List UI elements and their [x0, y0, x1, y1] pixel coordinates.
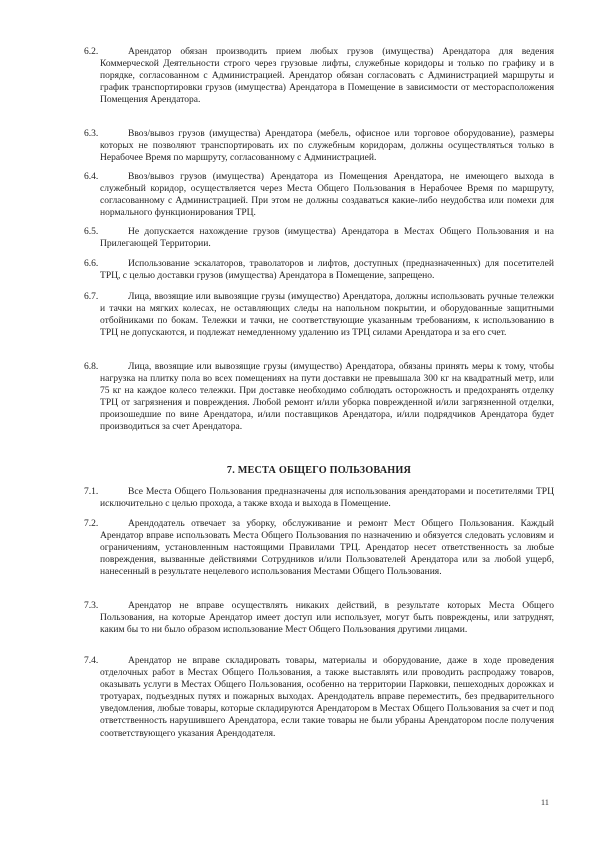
- clause-number: 6.7.: [84, 291, 99, 302]
- clause-text: Арендодатель отвечает за уборку, обслуживание и ремонт Мест Общего Пользования. Каждый Арендатор вправе использовать Места Общего Пользования по назначению и обязуется следовать условиям и ограничениям, установленным настоящими Правилами ТРЦ. Арендатор несет ответственность за любые повреждения, вызванные действиями Сотрудников и/или Пользователей Арендатора или за любой ущерб, нанесенный в результате нецелевого использования Местами Общего Пользования.: [100, 518, 554, 578]
- clause-number: 6.5.: [84, 226, 99, 237]
- clause-6-5: [84, 226, 554, 250]
- clause-6-8: [84, 361, 554, 434]
- clause-text: Арендатор не вправе складировать товары, материалы и оборудование, даже в ходе проведения отделочных работ в Местах Общего Пользования, а также выставлять или проводить распродажу товаров, оказывать услуги в Местах Общего Пользования, особенно на территории Парковки, пешеходных дорожках и тротуарах, подъездных путях и пожарных выходах. Арендодатель вправе переместить, без предварительного уведомления, любые товары, которые складируются Арендатором в Местах Общего Пользования за счет и под ответственность нарушившего Арендатора, если такие товары не были убраны Арендатором после получения соответствующего указания Арендодателя.: [100, 655, 554, 739]
- clause-6-3: [84, 128, 554, 164]
- clause-text: Использование эскалаторов, траволаторов и лифтов, доступных (предназначенных) для посетителей ТРЦ, с целью доставки грузов (имущества) Арендатора в Помещение, запрещено.: [100, 258, 554, 282]
- clause-text: Ввоз/вывоз грузов (имущества) Арендатора из Помещения Арендатора, не имеющего выхода в служебный коридор, осуществляется через Места Общего Пользования в Нерабочее Время по маршруту, согласованному с Администрацией. При этом не должны создаваться какие-либо неудобства или помехи для нормального функционирования ТРЦ.: [100, 171, 554, 219]
- section-heading: 7. МЕСТА ОБЩЕГО ПОЛЬЗОВАНИЯ: [226, 465, 412, 476]
- clause-number: 7.1.: [84, 486, 99, 497]
- clause-number: 6.6.: [84, 258, 99, 269]
- clause-number: 7.4.: [84, 655, 99, 666]
- clause-6-7: [84, 291, 554, 339]
- clause-text: Ввоз/вывоз грузов (имущества) Арендатора (мебель, офисное или торговое оборудование), размеры которых не позволяют транспортировать их по служебным коридорам, должны осуществляться только в Нерабочее Время по маршруту, согласованному с Администрацией.: [100, 128, 554, 164]
- clause-6-4: [84, 171, 554, 219]
- clause-text: Все Места Общего Пользования предназначены для использования арендаторами и посетителями ТРЦ исключительно с целью прохода, а также входа и выхода в Помещение.: [100, 486, 554, 510]
- clause-number: 7.3.: [84, 600, 99, 611]
- clause-7-2: [84, 518, 554, 578]
- clause-number: 6.4.: [84, 171, 99, 182]
- clause-text: Лица, ввозящие или вывозящие грузы (имущество) Арендатора, должны использовать ручные тележки и тачки на мягких колесах, не оставляющих следы на напольном покрытии, и оборудованные защитными отбойниками по бокам. Тележки и тачки, не соответствующие указанным требованиям, к использованию в ТРЦ не допускаются, и подлежат немедленному удалению из ТРЦ силами Арендатора и за его счет.: [100, 291, 554, 339]
- clause-number: 6.3.: [84, 128, 99, 139]
- clause-text: Арендатор обязан производить прием любых грузов (имущества) Арендатора для ведения Коммерческой Деятельности строго через грузовые лифты, служебные коридоры и только по графику и в порядке, согласованном с Администрацией. Арендатор обязан согласовать с Администрацией маршруты и график транспортировки грузов (имущества) Арендатора в Помещение в зависимости от месторасположения Помещения Арендатора.: [100, 46, 554, 106]
- clause-number: 7.2.: [84, 518, 99, 529]
- page-number: 11: [540, 797, 549, 807]
- clause-number: 6.8.: [84, 361, 99, 372]
- clause-6-2: [84, 46, 554, 106]
- clause-number: 6.2.: [84, 46, 99, 57]
- clause-text: Арендатор не вправе осуществлять никаких действий, в результате которых Места Общего Пользования, на которые Арендатор имеет доступ или использует, могут быть повреждены, или затруднят, каким бы то ни было образом использование Мест Общего Пользования другими лицами.: [100, 600, 554, 636]
- clause-6-6: [84, 258, 554, 282]
- clause-text: Лица, ввозящие или вывозящие грузы (имущество) Арендатора, обязаны принять меры к тому, чтобы нагрузка на плитку пола во всех помещениях на пути доставки не превышала 300 кг на квадратный метр, или 75 кг на каждое колесо тележки. При доставке необходимо соблюдать осторожность и предохранять отделку ТРЦ от загрязнения и повреждения. Любой ремонт и/или уборка поврежденной и/или загрязненной отделки, произошедшие по вине Арендатора, и/или поставщиков Арендатора, и/или подрядчиков Арендатора будет производиться за счет Арендатора.: [100, 361, 554, 433]
- clause-7-3: [84, 600, 554, 636]
- clause-text: Не допускается нахождение грузов (имущества) Арендатора в Местах Общего Пользования и на Прилегающей Территории.: [100, 226, 554, 250]
- clause-7-1: [84, 486, 554, 510]
- clause-7-4: [84, 655, 554, 740]
